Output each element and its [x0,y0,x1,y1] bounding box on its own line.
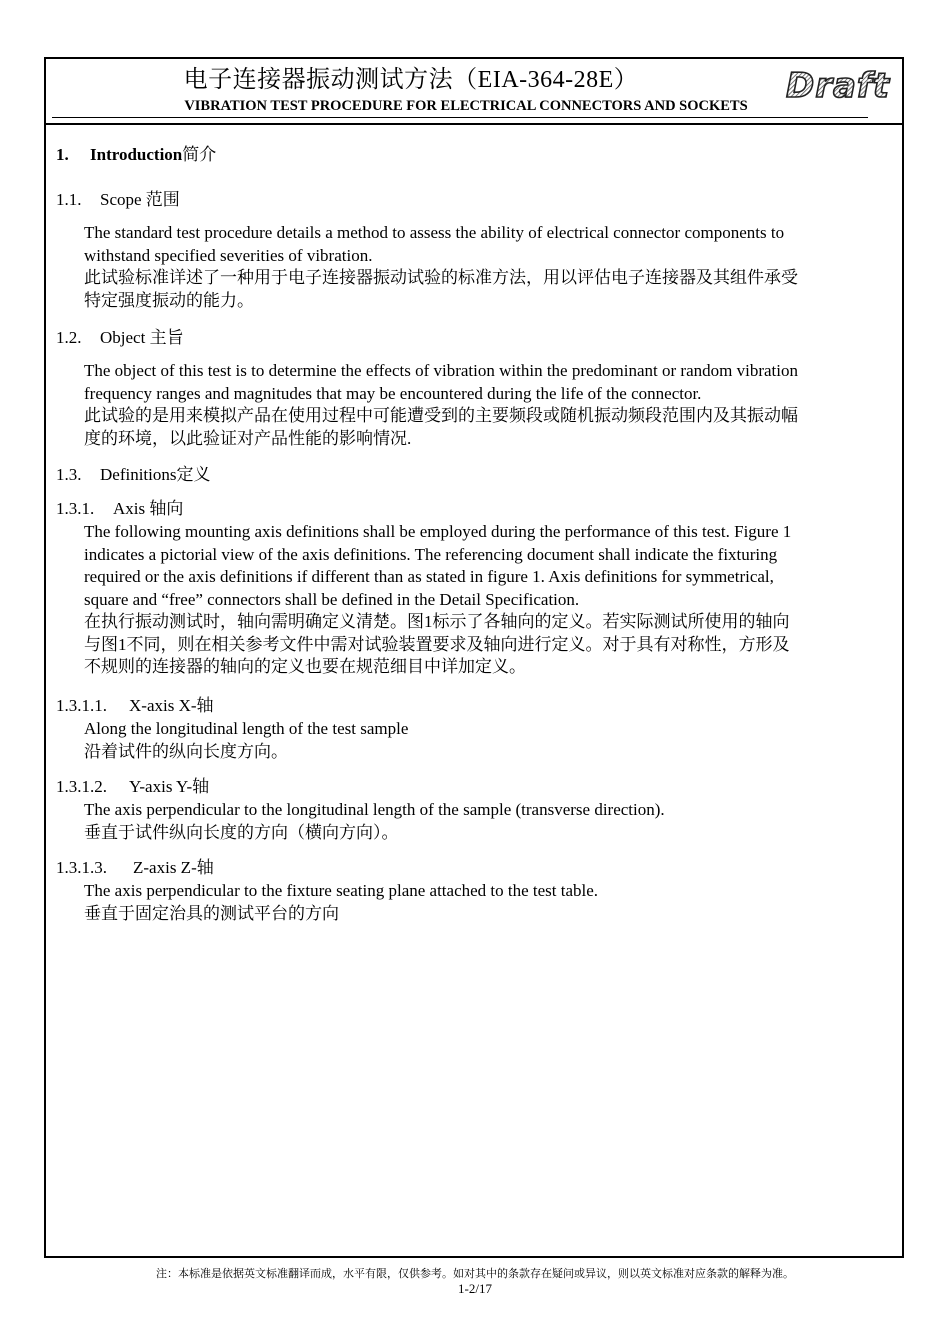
section-1-3-1-2-heading [56,776,209,798]
paragraph-line: 沿着试件的纵向长度方向。 [84,741,288,761]
paragraph-line: The following mounting axis definitions shall be employed during the performance of this test. Figure 1 [84,522,792,541]
section-title: Z-axis Z-轴 [133,858,214,877]
section-1-3-heading [56,464,211,486]
paragraph-line: The axis perpendicular to the fixture seating plane attached to the test table. [84,881,599,900]
section-title: X-axis X-轴 [129,696,214,715]
section-1-3-1-1-body [84,718,896,763]
page-frame [44,57,904,1258]
paragraph-line: required or the axis definitions if different than as stated in figure 1. Axis definitions for symmetrical, [84,567,774,586]
section-1-3-1-2-body [84,799,896,844]
document-header [46,59,902,125]
paragraph-line: indicates a pictorial view of the axis definitions. The referencing document shall indicate the fixturing [84,544,778,564]
section-number: 1.1. [56,190,82,209]
section-title: Definitions定义 [100,465,211,484]
section-title: Y-axis Y-轴 [129,777,210,796]
header-divider [52,117,868,118]
draft-stamp-text: Draft [786,66,890,105]
page-number: 1-2/17 [458,1281,492,1296]
paragraph-line: withstand specified severities of vibration. [84,245,373,265]
paragraph-line: The standard test procedure details a method to assess the ability of electrical connector components to [84,223,785,242]
section-number: 1.3.1.2. [56,777,107,796]
paragraph-line: Along the longitudinal length of the test sample [84,719,409,738]
section-1-heading [56,144,216,166]
paragraph-line: 特定强度振动的能力。 [84,290,254,310]
section-1-3-1-heading [56,498,183,520]
paragraph-line: square and “free” connectors shall be defined in the Detail Specification. [84,589,580,609]
document-title-en: VIBRATION TEST PROCEDURE FOR ELECTRICAL CONNECTORS AND SOCKETS [184,98,748,114]
section-title: Object 主旨 [100,328,184,347]
section-1-1-body [84,222,896,312]
section-1-2-body [84,360,896,450]
section-number: 1. [56,145,69,164]
section-1-1-heading [56,189,180,211]
paragraph-line: 此试验的是用来模拟产品在使用过程中可能遭受到的主要频段或随机振动频段范围内及其振动幅 [84,406,798,425]
paragraph-line: 垂直于试件纵向长度的方向（横向方向）。 [84,822,399,842]
document-title-cn: 电子连接器振动测试方法（EIA-364-28E） [183,67,639,93]
section-1-3-1-body [84,521,896,679]
draft-stamp [784,65,892,105]
section-title-cn: 简介 [182,145,217,164]
translation-footnote: 注：本标准是依据英文标准翻译而成，水平有限，仅供参考。如对其中的条款存在疑问或异议，则以英文标准对应条款的解释为准。 [156,1267,794,1280]
section-number: 1.3.1.3. [56,858,107,877]
paragraph-line: 垂直于固定治具的测试平台的方向 [84,903,339,923]
section-title: Axis 轴向 [113,499,184,518]
section-1-3-1-3-body [84,880,896,925]
paragraph-line: 此试验标准详述了一种用于电子连接器振动试验的标准方法，用以评估电子连接器及其组件承受 [84,268,798,287]
section-number: 1.2. [56,328,82,347]
section-number: 1.3. [56,465,82,484]
paragraph-line: 度的环境，以此验证对产品性能的影响情况. [84,428,412,448]
section-1-3-1-3-heading [56,857,214,879]
section-1-3-1-1-heading [56,695,214,717]
section-number: 1.3.1.1. [56,696,107,715]
section-1-2-heading [56,327,184,349]
paragraph-line: 在执行振动测试时，轴向需明确定义清楚。图1标示了各轴向的定义。若实际测试所使用的轴向 [84,612,790,631]
paragraph-line: 不规则的连接器的轴向的定义也要在规范细目中详加定义。 [84,657,526,676]
section-number: 1.3.1. [56,499,95,518]
paragraph-line: frequency ranges and magnitudes that may be encountered during the life of the connector. [84,383,702,403]
paragraph-line: The axis perpendicular to the longitudinal length of the sample (transverse direction). [84,800,665,819]
paragraph-line: 与图1不同，则在相关参考文件中需对试验装置要求及轴向进行定义。对于具有对称性，方形及 [84,634,790,654]
section-title-en: Introduction [90,145,183,164]
paragraph-line: The object of this test is to determine the effects of vibration within the predominant or random vibration [84,361,798,380]
section-title: Scope 范围 [100,190,180,209]
